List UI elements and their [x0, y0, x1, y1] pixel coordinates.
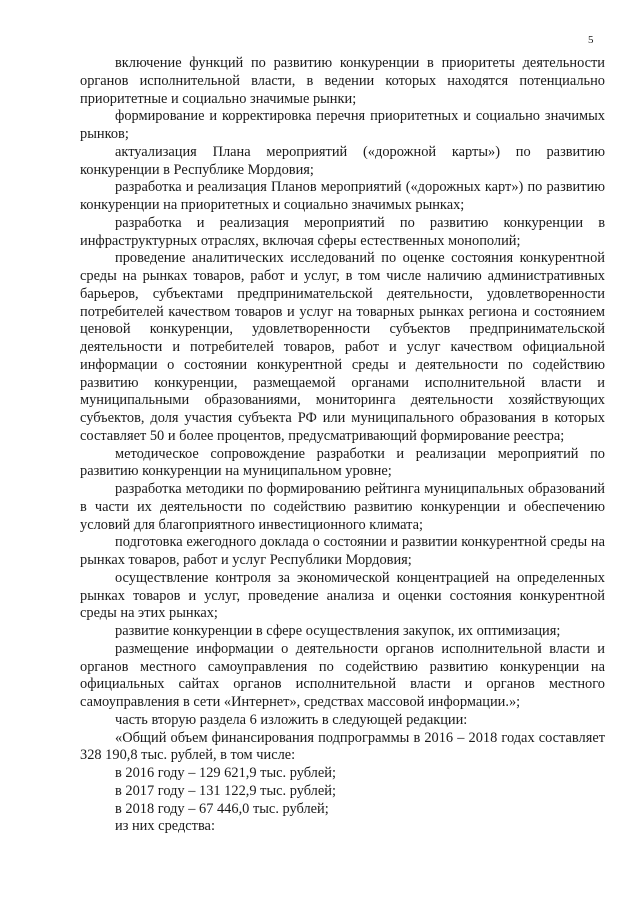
- paragraph: разработка методики по формированию рейтинга муниципальных образований в части их деятельности по содействию развитию конкуренции и обеспечению условий для благоприятного инвестиционного климата;: [80, 481, 605, 533]
- paragraph: методическое сопровождение разработки и реализации мероприятий по развитию конкуренции на муниципальном уровне;: [80, 445, 605, 480]
- paragraph: осуществление контроля за экономической концентрацией на определенных рынках товаров и услуг, проведение анализа и оценки состояния конкурентной среды на этих рынках;: [80, 569, 605, 622]
- paragraph: «Общий объем финансирования подпрограммы в 2016 – 2018 годах составляет 328 190,8 тыс. рублей, в том числе:: [80, 729, 605, 764]
- paragraph: подготовка ежегодного доклада о состоянии и развитии конкурентной среды на рынках товаров, работ и услуг Республики Мордовия;: [80, 534, 605, 568]
- paragraph: в 2016 году – 129 621,9 тыс. рублей;: [115, 765, 336, 781]
- paragraph: развитие конкуренции в сфере осуществления закупок, их оптимизация;: [115, 623, 561, 639]
- paragraph: актуализация Плана мероприятий («дорожной карты») по развитию конкуренции в Республике Мордовия;: [80, 143, 605, 178]
- paragraph: проведение аналитических исследований по оценке состояния конкурентной среды на рынках товаров, работ и услуг, в том числе наличию административных барьеров, субъектами предпринимательской деятельности, удовлетворенности потребителей качеством товаров и услуг на товарных рынках региона и состоянием ценовой конкуренции, удовлетворенности субъектов предпринимательской деятельности и потребителей товаров, работ и услуг качеством официальной информации о состоянии конкурентной среды и деятельности по содействию развитию конкуренции, размещаемой органами исполнительной власти и муниципальными образованиями, мониторинга деятельности хозяйствующих субъектов, доля участия субъекта РФ или муниципального образования в которых составляет 50 и более процентов, предусматривающий формирование реестра;: [80, 250, 605, 444]
- paragraph: разработка и реализация Планов мероприятий («дорожных карт») по развитию конкуренции на приоритетных и социально значимых рынках;: [80, 179, 605, 213]
- paragraph: формирование и корректировка перечня приоритетных и социально значимых рынков;: [80, 108, 605, 142]
- document-body: [80, 55, 605, 836]
- paragraph: включение функций по развитию конкуренции в приоритеты деятельности органов исполнительной власти, в ведении которых находятся потенциально приоритетные и социально значимые рынки;: [80, 55, 605, 107]
- paragraph: размещение информации о деятельности органов исполнительной власти и органов местного самоуправления по содействию развитию конкуренции на официальных сайтах органов исполнительной власти и органов местного самоуправления в сети «Интернет», средствах массовой информации.»;: [80, 640, 605, 710]
- paragraph: часть вторую раздела 6 изложить в следующей редакции:: [115, 711, 468, 728]
- page-number: 5: [588, 34, 594, 46]
- paragraph: в 2017 году – 131 122,9 тыс. рублей;: [115, 782, 336, 799]
- paragraph: из них средства:: [115, 818, 215, 835]
- paragraph: разработка и реализация мероприятий по развитию конкуренции в инфраструктурных отраслях, включая сферы естественных монополий;: [80, 214, 605, 249]
- paragraph: в 2018 году – 67 446,0 тыс. рублей;: [115, 800, 329, 817]
